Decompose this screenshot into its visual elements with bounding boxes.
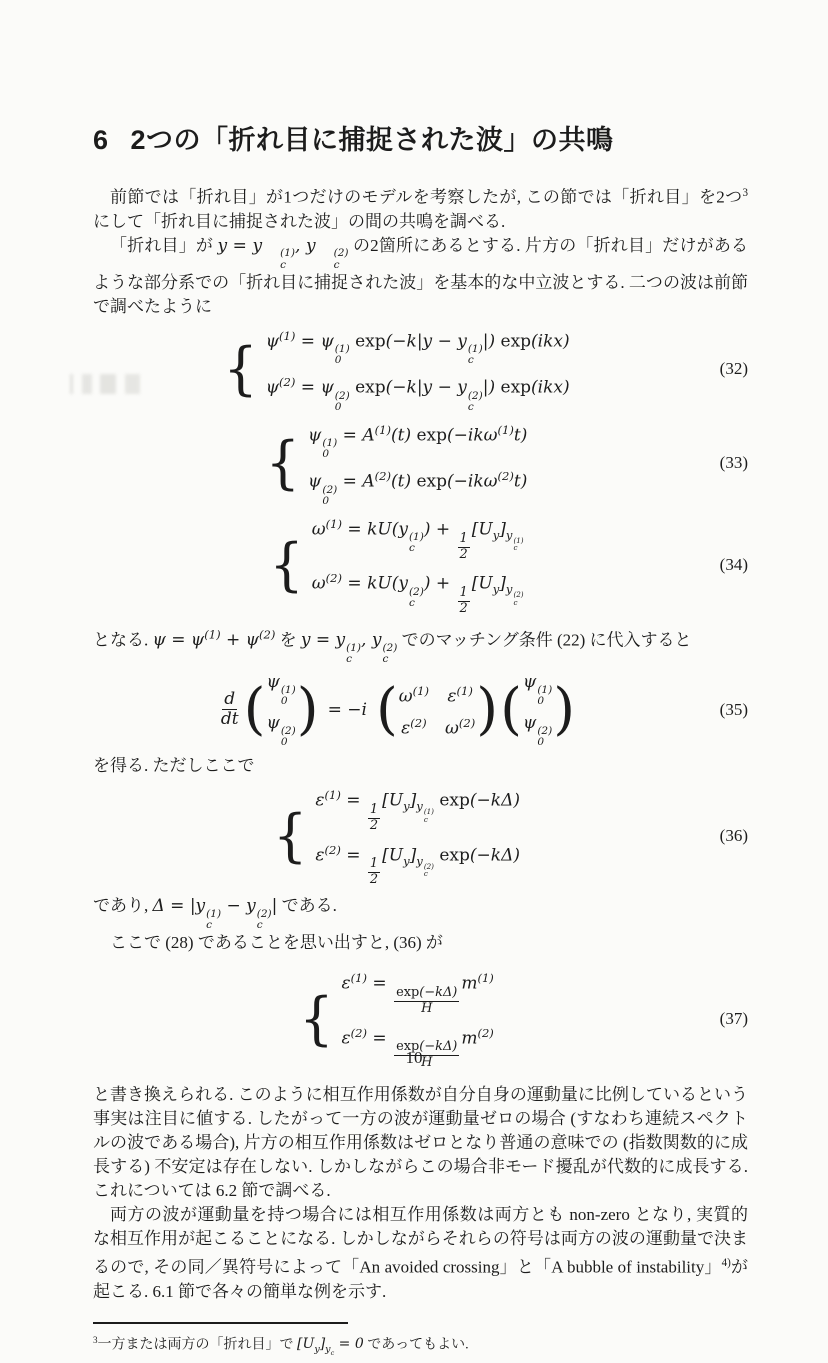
equation-number: (37) [719, 1009, 748, 1029]
paragraph-where: を得る. ただしここで [93, 756, 255, 776]
ddt-fraction: d dt [220, 688, 239, 730]
paragraph-nonzero: 両方の波が運動量を持つ場合には相互作用係数は両方とも non-zero となり, 実質的な相互作用が起こることになる. しかしながらそれらの符号は両方の波の運動量で決まるので, その同／異符号によって「An avoided crossing」と「A bubble of instability」$^{4)}$が起こる. 6.1 節で各々の簡単な例を示す. [93, 1205, 748, 1301]
equation-line: $\omega^{(2)} = kU(y$ (2) c ) + $\frac{1}{2}$ $[U_y]_{y (2) c}$ [311, 571, 524, 616]
footnote: $^3$一方または両方の「折れ目」で $[U_y]_{y_c} = 0$ であってもよい. [93, 1334, 469, 1358]
equation-36: { $\varepsilon^{(1)}$ = $\frac{1}{2}$ $[U_y]_{y (1) c}$ exp(−kΔ) $\varepsilon^{(2)}$ = $\frac{1}{2}$ $[U_y]_{y (2) c}$ exp(−kΔ) (36) [93, 784, 748, 888]
equation-35: d dt ( ψ (1) 0 ψ (2) 0 ) = −i ( $\omega^{(1)}$ $\varepsilon^{(1)}$ $\varepsilon^{(2)}$ $\omega^{(2)}$ ) ( ψ (1) 0 ψ (2) 0 ) (35) [220, 672, 748, 749]
equation-number: (35) [719, 699, 748, 719]
paragraph-recall: ここで (28) であることを思い出すと, (36) が [110, 933, 443, 953]
equation-32: { $\psi^{(1)} = \psi$ (1) 0 exp(−k|y − y (1) c |) exp(ikx) $\psi^{(2)} = \psi$ (2) 0 exp(−k|y − y (2) c |) exp(ikx) (32) [93, 325, 748, 413]
equation-number: (36) [719, 826, 748, 846]
state-vector: ψ (1) 0 ψ (2) 0 [266, 672, 296, 749]
equation-line: $\psi^{(2)} = \psi$ (2) 0 exp(−k|y − y (2) c |) exp(ikx) [265, 375, 570, 413]
equation-line: $\varepsilon^{(1)}$ = $\frac{\exp(-k\Delta)}{H}$ $m^{(1)}$ [341, 971, 494, 1016]
equation-line: $\psi^{(1)} = \psi$ (1) 0 exp(−k|y − y (1) c |) exp(ikx) [265, 328, 570, 367]
equation-line: $\varepsilon^{(2)}$ = $\frac{1}{2}$ $[U_y]_{y (2) c}$ exp(−kΔ) [315, 842, 520, 888]
section-title: 2つの「折れ目に捕捉された波」の共鳴 [130, 125, 614, 155]
paragraph-intro: 前節では「折れ目」が1つだけのモデルを考察したが, この節では「折れ目」を2つ$^3$にして「折れ目に捕捉された波」の間の共鳴を調べる. [93, 187, 748, 231]
equation-number: (33) [719, 452, 748, 472]
equation-line: $\omega^{(1)} = kU(y$ (1) c ) + $\frac{1}{2}$ $[U_y]_{y (1) c}$ [311, 516, 524, 562]
equation-33: { ψ (1) 0 = $A^{(1)}(t)$ exp(−ikω$^{(1)}$t) ψ (2) 0 = $A^{(2)}(t)$ exp(−ikω$^{(2)}$t) (33) [93, 419, 748, 507]
equation-34: { $\omega^{(1)} = kU(y$ (1) c ) + $\frac{1}{2}$ $[U_y]_{y (1) c}$ $\omega^{(2)} = kU(y$ (2) c ) + $\frac{1}{2}$ $[U_y]_{y (2) c}$ (34) [93, 513, 748, 617]
state-vector: ψ (1) 0 ψ (2) 0 [522, 672, 553, 749]
paragraph-discussion: と書き換えられる. このように相互作用係数が自分自身の運動量に比例しているという事実は注目に値する. したがって一方の波が運動量ゼロの場合 (すなわち連続スペクトルの波である場合), 片方の相互作用係数はゼロとなり普通の意味での (指数関数的に成長する) 不安定は存在しない. しかしながらこの場合非モード擾乱が代数的に成長する. これについては 6.2 節で調べる. [93, 1085, 748, 1201]
equation-number: (32) [719, 358, 748, 378]
equation-line: ψ (2) 0 = $A^{(2)}(t)$ exp(−ikω$^{(2)}$t) [308, 469, 528, 507]
equation-37: { $\varepsilon^{(1)}$ = $\frac{\exp(-k\Delta)}{H}$ $m^{(1)}$ $\varepsilon^{(2)}$ = $\frac{\exp(-k\Delta)}{H}$ $m^{(2)}$ (37) [93, 967, 748, 1071]
interaction-matrix: $\omega^{(1)}$ $\varepsilon^{(1)}$ $\varepsilon^{(2)}$ $\omega^{(2)}$ [398, 683, 476, 739]
equation-line: ψ (1) 0 = $A^{(1)}(t)$ exp(−ikω$^{(1)}$t) [308, 422, 528, 461]
equals-minus-i: = −i [327, 699, 367, 720]
equation-line: $\varepsilon^{(1)}$ = $\frac{1}{2}$ $[U_y]_{y (1) c}$ exp(−kΔ) [315, 788, 520, 833]
footnote-rule [93, 1322, 348, 1324]
equation-number: (34) [719, 554, 748, 574]
document-page [93, 118, 748, 1363]
paragraph-setup: 「折れ目」が y = y (1) c , y (2) c の2箇所にあるとする. 片方の「折れ目」だけがあるような部分系での「折れ目に捕捉された波」を基本的な中立波とする. 二つの波は前節で調べたように [93, 235, 749, 316]
paragraph-matching: となる. $\psi = \psi^{(1)} + \psi^{(2)}$ を y = y (1) c , y (2) c でのマッチング条件 (22) に代入すると [93, 627, 692, 666]
page-number: 10 [405, 1048, 423, 1067]
section-heading [93, 118, 748, 157]
section-number: 6 [93, 125, 109, 155]
paragraph-delta: であり, Δ = |y (1) c − y (2) c | である. [93, 896, 337, 932]
equation-line: $\varepsilon^{(2)}$ = $\frac{\exp(-k\Delta)}{H}$ $m^{(2)}$ [341, 1025, 494, 1071]
